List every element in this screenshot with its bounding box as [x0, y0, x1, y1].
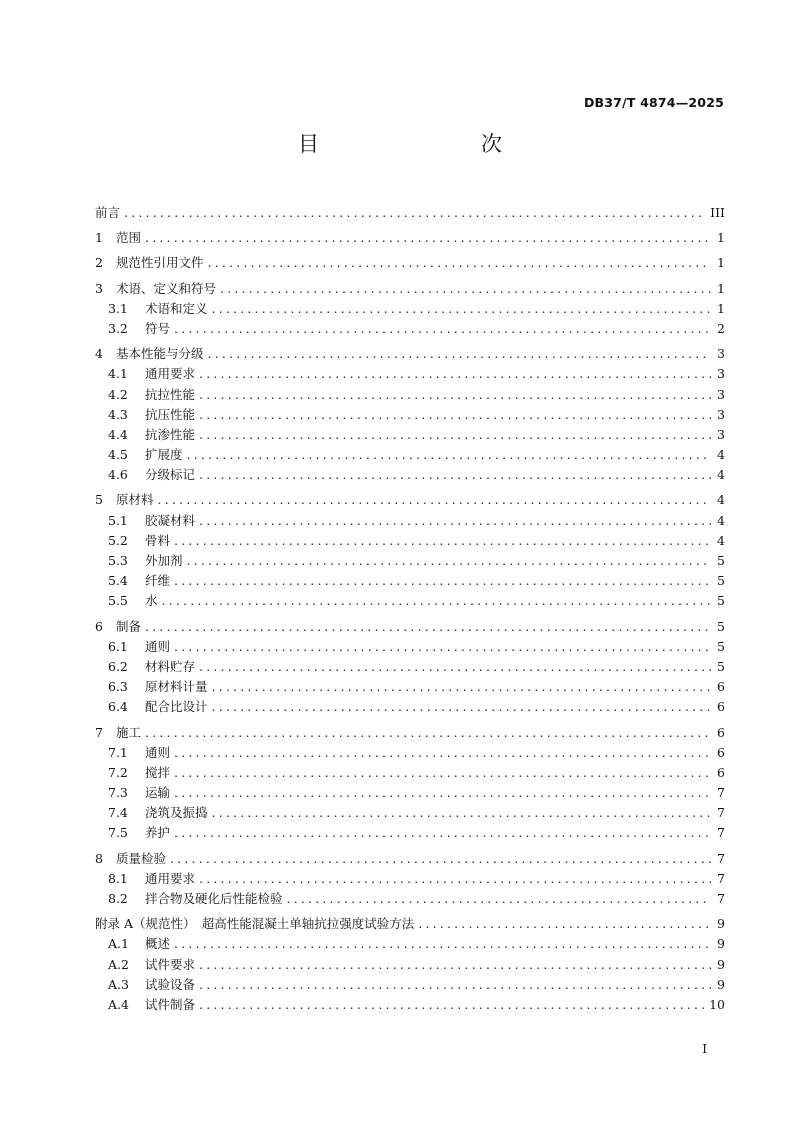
toc-entry-page: 7	[717, 891, 725, 906]
toc-entry[interactable]	[95, 783, 725, 803]
toc-entry-page: 7	[717, 870, 725, 886]
toc-leader-dots	[212, 299, 711, 319]
toc-entry[interactable]	[95, 490, 725, 510]
toc-entry-label: 概述	[145, 936, 171, 952]
toc-entry[interactable]	[95, 955, 725, 975]
toc-leader-dots	[199, 385, 711, 405]
toc-entry[interactable]	[95, 228, 725, 248]
toc-leader-dots	[174, 571, 711, 591]
toc-entry[interactable]	[95, 425, 725, 445]
toc-entry[interactable]	[95, 385, 725, 405]
toc-entry[interactable]	[95, 849, 725, 869]
toc-entry-number: 5.1	[108, 512, 128, 528]
toc-entry-number: 5.4	[108, 573, 128, 589]
toc-leader-dots	[199, 869, 711, 889]
toc-entry[interactable]	[95, 995, 725, 1015]
toc-leader-dots	[199, 955, 711, 975]
toc-entry[interactable]	[95, 299, 725, 319]
toc-leader-dots	[158, 490, 711, 510]
toc-entry[interactable]	[95, 657, 725, 677]
toc-entry-page: 5	[717, 553, 725, 568]
toc-leader-dots	[174, 637, 711, 657]
toc-entry-label: 通则	[145, 638, 171, 654]
toc-entry-page: 4	[717, 492, 725, 508]
toc-entry-label: 运输	[145, 785, 171, 801]
toc-leader-dots	[174, 763, 711, 783]
toc-entry-page: 10	[709, 996, 725, 1012]
toc-leader-dots	[187, 551, 711, 571]
toc-entry-label: 抗压性能	[145, 406, 196, 422]
toc-entry-page: 2	[717, 320, 725, 336]
toc-leader-dots	[162, 591, 711, 611]
toc-entry[interactable]	[95, 364, 725, 384]
toc-entry-label: 抗渗性能	[145, 426, 196, 442]
page-title: 目 次	[298, 132, 542, 156]
toc-entry-label: 扩展度	[145, 447, 183, 463]
toc-entry-page: 9	[717, 916, 725, 932]
toc-entry-label: 试验设备	[145, 976, 196, 992]
toc-entry-page: 9	[717, 976, 725, 992]
toc-entry[interactable]	[95, 445, 725, 465]
toc-entry-page: 4	[717, 467, 725, 483]
toc-leader-dots	[208, 344, 711, 364]
toc-entry-page: 7	[717, 850, 725, 866]
toc-entry-number: A.1	[108, 936, 129, 952]
toc-entry-number: 4.3	[108, 406, 128, 422]
toc-entry-page: 9	[717, 936, 725, 952]
toc-entry-number: A.2	[108, 956, 129, 972]
toc-entry[interactable]	[95, 889, 725, 909]
toc-entry-label: 范围	[116, 230, 142, 246]
toc-entry-page: 7	[717, 825, 725, 841]
toc-entry-label: 通用要求	[145, 870, 196, 886]
page-number: I	[702, 1042, 707, 1056]
toc-entry-page: 6	[717, 744, 725, 760]
toc-entry-label: 抗拉性能	[145, 386, 196, 402]
toc-leader-dots	[174, 319, 711, 339]
toc-entry-page: 5	[717, 658, 725, 674]
toc-entry-number: 8	[95, 850, 103, 866]
toc-entry[interactable]	[95, 617, 725, 637]
toc-leader-dots	[199, 995, 705, 1015]
toc-entry[interactable]	[95, 743, 725, 763]
toc-entry-number: 8.1	[108, 870, 128, 886]
toc-leader-dots	[199, 465, 711, 485]
toc-entry-page: 9	[717, 956, 725, 972]
toc-leader-dots	[170, 849, 711, 869]
toc-entry[interactable]	[95, 637, 725, 657]
toc-entry-page: 5	[717, 618, 725, 634]
toc-entry[interactable]	[95, 279, 725, 299]
toc-entry-page: 1	[717, 280, 725, 296]
toc-entry-number: 6.4	[108, 699, 128, 715]
toc-entry-number: 7.5	[108, 825, 128, 841]
toc-leader-dots	[174, 934, 711, 954]
toc-entry-label: 质量检验	[116, 850, 167, 866]
toc-entry-label: 通用要求	[145, 366, 196, 382]
toc-entry[interactable]	[95, 465, 725, 485]
toc-entry-number: 5.2	[108, 532, 128, 548]
toc-entry[interactable]	[95, 934, 725, 954]
toc-entry-label: 养护	[145, 825, 171, 841]
toc-leader-dots	[124, 203, 706, 223]
toc-entry-number: 4.4	[108, 426, 128, 442]
toc-entry-number: A.3	[108, 976, 129, 992]
toc-entry-label: 术语和定义	[145, 300, 208, 316]
toc-entry-page: 6	[717, 699, 725, 715]
toc-entry-number: 8.2	[108, 891, 128, 906]
toc-entry-label: 前言	[95, 205, 121, 220]
toc-entry-label: 原材料计量	[145, 679, 208, 695]
toc-entry-page: 4	[717, 512, 725, 528]
table-of-contents	[95, 203, 725, 1015]
toc-leader-dots	[199, 364, 711, 384]
toc-entry-label: 搅拌	[145, 764, 171, 780]
toc-entry-number: 7.3	[108, 785, 128, 801]
toc-leader-dots	[199, 405, 711, 425]
standard-id: DB37/T 4874—2025	[583, 95, 724, 110]
toc-entry[interactable]	[95, 763, 725, 783]
toc-entry-label: 试件制备	[145, 996, 196, 1012]
toc-entry-number: 4.6	[108, 467, 128, 483]
toc-entry-label: 水	[145, 593, 158, 609]
toc-entry[interactable]	[95, 803, 725, 823]
toc-entry-label: 材料贮存	[145, 658, 196, 674]
toc-entry-page: 3	[717, 386, 725, 402]
toc-entry-number: 7	[95, 724, 103, 740]
toc-entry[interactable]	[95, 823, 725, 843]
toc-entry-number: 5	[95, 492, 103, 508]
toc-entry-number: 4.2	[108, 386, 128, 402]
toc-entry[interactable]	[95, 203, 725, 223]
toc-entry-label: 纤维	[145, 573, 171, 589]
toc-leader-dots	[199, 425, 711, 445]
toc-entry[interactable]	[95, 511, 725, 531]
toc-leader-dots	[212, 697, 711, 717]
toc-entry-page: 7	[717, 785, 725, 801]
toc-entry-label: 试件要求	[145, 956, 196, 972]
toc-entry-number: 3.1	[108, 300, 128, 316]
toc-entry-page: 6	[717, 724, 725, 740]
toc-entry-number: 7.1	[108, 744, 128, 760]
toc-leader-dots	[199, 975, 711, 995]
toc-entry-page: 4	[717, 447, 725, 463]
toc-leader-dots	[287, 889, 711, 909]
toc-entry[interactable]	[95, 869, 725, 889]
toc-entry-page: 5	[717, 638, 725, 654]
toc-entry-page: 3	[717, 366, 725, 382]
toc-entry-label: 原材料	[116, 492, 154, 508]
toc-entry-number: 7.4	[108, 805, 128, 821]
toc-leader-dots	[199, 511, 711, 531]
toc-entry-number: 5.3	[108, 553, 128, 568]
toc-leader-dots	[212, 803, 711, 823]
toc-leader-dots	[145, 228, 711, 248]
toc-entry-number: 7.2	[108, 764, 128, 780]
toc-entry-number: 2	[95, 255, 103, 271]
toc-leader-dots	[145, 723, 711, 743]
toc-entry-label: 基本性能与分级	[116, 346, 204, 362]
toc-entry[interactable]	[95, 531, 725, 551]
toc-entry-page: 4	[717, 532, 725, 548]
toc-entry-number: 6.3	[108, 679, 128, 695]
toc-leader-dots	[187, 445, 711, 465]
toc-entry-label: 施工	[116, 724, 142, 740]
toc-entry-page: 3	[717, 406, 725, 422]
toc-entry-label: 胶凝材料	[145, 512, 196, 528]
toc-entry-number: 4.1	[108, 366, 128, 382]
toc-entry-label: 拌合物及硬化后性能检验	[145, 891, 283, 906]
toc-entry-label: 配合比设计	[145, 699, 208, 715]
toc-leader-dots	[208, 253, 711, 273]
toc-leader-dots	[174, 823, 711, 843]
toc-entry-number: 3	[95, 280, 103, 296]
toc-entry-page: 7	[717, 805, 725, 821]
toc-entry[interactable]	[95, 697, 725, 717]
toc-entry-number: 6.2	[108, 658, 128, 674]
toc-entry[interactable]	[95, 591, 725, 611]
toc-entry[interactable]	[95, 914, 725, 934]
toc-entry-page: 3	[717, 426, 725, 442]
toc-entry-number: 3.2	[108, 320, 128, 336]
toc-entry[interactable]	[95, 677, 725, 697]
toc-entry-label: 制备	[116, 618, 142, 634]
toc-leader-dots	[174, 743, 711, 763]
toc-entry-page: 1	[717, 255, 725, 271]
toc-entry-page: III	[710, 205, 725, 220]
toc-entry-page: 3	[717, 346, 725, 362]
toc-entry-label: 符号	[145, 320, 171, 336]
toc-entry-label: 外加剂	[145, 553, 183, 568]
toc-leader-dots	[174, 531, 711, 551]
toc-entry-label: 通则	[145, 744, 171, 760]
toc-entry-number: 6	[95, 618, 103, 634]
toc-entry-page: 1	[717, 230, 725, 246]
toc-entry[interactable]	[95, 975, 725, 995]
toc-entry-label: 术语、定义和符号	[116, 280, 217, 296]
toc-entry-label: 骨料	[145, 532, 171, 548]
toc-entry[interactable]	[95, 551, 725, 571]
toc-entry[interactable]	[95, 344, 725, 364]
toc-entry-page: 5	[717, 593, 725, 609]
toc-leader-dots	[418, 914, 711, 934]
toc-entry-number: 6.1	[108, 638, 128, 654]
toc-leader-dots	[145, 617, 711, 637]
toc-entry[interactable]	[95, 571, 725, 591]
toc-entry-page: 6	[717, 679, 725, 695]
toc-entry-label: 规范性引用文件	[116, 255, 204, 271]
toc-entry[interactable]	[95, 319, 725, 339]
toc-entry-number: 1	[95, 230, 103, 246]
toc-entry[interactable]	[95, 723, 725, 743]
toc-entry-label: 分级标记	[145, 467, 196, 483]
toc-entry-page: 6	[717, 764, 725, 780]
toc-entry[interactable]	[95, 405, 725, 425]
toc-entry-page: 5	[717, 573, 725, 589]
toc-leader-dots	[174, 783, 711, 803]
toc-entry[interactable]	[95, 253, 725, 273]
toc-entry-page: 1	[717, 300, 725, 316]
toc-leader-dots	[220, 279, 711, 299]
toc-leader-dots	[199, 657, 711, 677]
toc-entry-number: 4.5	[108, 447, 128, 463]
toc-entry-number: 5.5	[108, 593, 128, 609]
toc-leader-dots	[212, 677, 711, 697]
toc-entry-number: 4	[95, 346, 103, 362]
toc-entry-label: 附录 A（规范性） 超高性能混凝土单轴抗拉强度试验方法	[95, 916, 415, 932]
toc-entry-number: A.4	[108, 996, 129, 1012]
toc-entry-label: 浇筑及振捣	[145, 805, 208, 821]
